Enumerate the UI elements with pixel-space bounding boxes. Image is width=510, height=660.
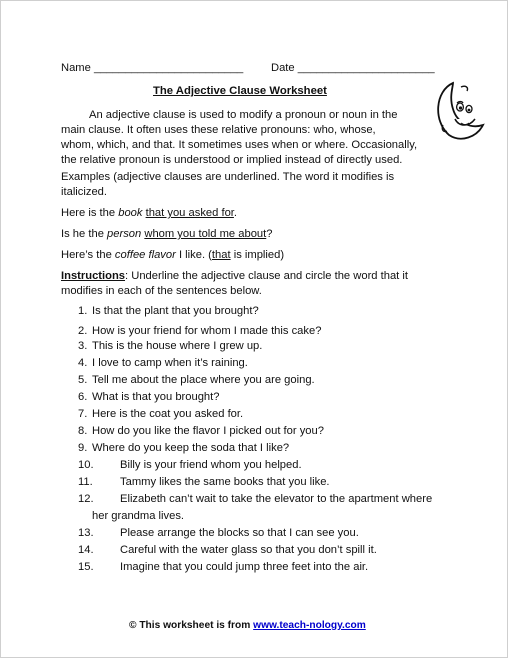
instructions-label: Instructions [61, 270, 126, 282]
intro-line-2: main clause. It often uses these relative pronouns: who, whose, [61, 124, 376, 136]
examples-intro-1: Examples (adjective clauses are underlined. The word it modifies is [61, 171, 395, 183]
modified-word: person [107, 228, 142, 240]
date-field [271, 61, 435, 76]
instructions-line-1: Instructions: Underline the adjective clause and circle the word that it [61, 270, 408, 282]
modified-word: coffee flavor [114, 249, 176, 261]
date-line: ______________________ [297, 62, 435, 74]
intro-line-1: An adjective clause is used to modify a pronoun or noun in the [89, 109, 398, 121]
smiling-moon-icon [431, 79, 487, 143]
footer-credit: © This worksheet is from www.teach-nology.com [129, 620, 366, 631]
worksheet-page: Name ________________________ Date ______________________ The Adjective Clause Worksheet An adjective clause is used to modify a pronoun or noun in the main clause. It often uses these relative pronouns: who, whose, whom, which, and that. It sometimes uses when or where. Occasionally, the relative pronoun is understood or implied instead of directly used. Examples (adjective clauses are underlined. The word it modifies is italicized. Here is the book that you asked for. Is he the person whom you told me about? Here’s the coffee flavor I like. (that is implied) Instructions: Underline the adjective clause and circle the word that it modifies in each of the sentences below. 1. Is that the plant that you brought? 2. How is your friend for whom I made this cake? 3. This is the house where I grew up. 4. I love to camp when it’s raining. 5. Tell me about the place where you are going. 6. What is that you brought? 7. Here is the coat you asked for. 8. How do you like the flavor I picked out for you? 9. Where do you keep the soda that I like? 10. Billy is your friend whom you helped. 11. Tammy likes the same books that you like. 12. Elizabeth can’t wait to take the elevator to the apartment where her grandma lives. 13. Please arrange the blocks so that I can see you. 14. Careful with the water glass so that you don’t spill it. 15. Imagine that you could jump three feet into the air. © This worksheet is from www.teach-nology.com [0, 0, 508, 658]
name-line: ________________________ [93, 62, 244, 74]
adjective-clause: that [211, 249, 231, 261]
example-1: Here is the book that you asked for. [61, 207, 238, 219]
adjective-clause: whom you told me about [144, 228, 267, 240]
example-3: Here’s the coffee flavor I like. (that is implied) [61, 249, 285, 261]
examples-intro-2: italicized. [61, 186, 108, 198]
teach-nology-link[interactable]: www.teach-nology.com [253, 620, 366, 631]
name-field [61, 61, 243, 76]
intro-line-4: the relative pronoun is understood or implied instead of directly used. [61, 154, 403, 166]
instructions-line-2: modifies in each of the sentences below. [61, 285, 262, 297]
worksheet-title: The Adjective Clause Worksheet [153, 85, 327, 97]
name-label: Name [61, 62, 91, 74]
example-2: Is he the person whom you told me about? [61, 228, 273, 240]
modified-word: book [118, 207, 143, 219]
adjective-clause: that you asked for [145, 207, 234, 219]
intro-line-3: whom, which, and that. It sometimes uses when or where. Occasionally, [61, 139, 418, 151]
date-label: Date [271, 62, 295, 74]
